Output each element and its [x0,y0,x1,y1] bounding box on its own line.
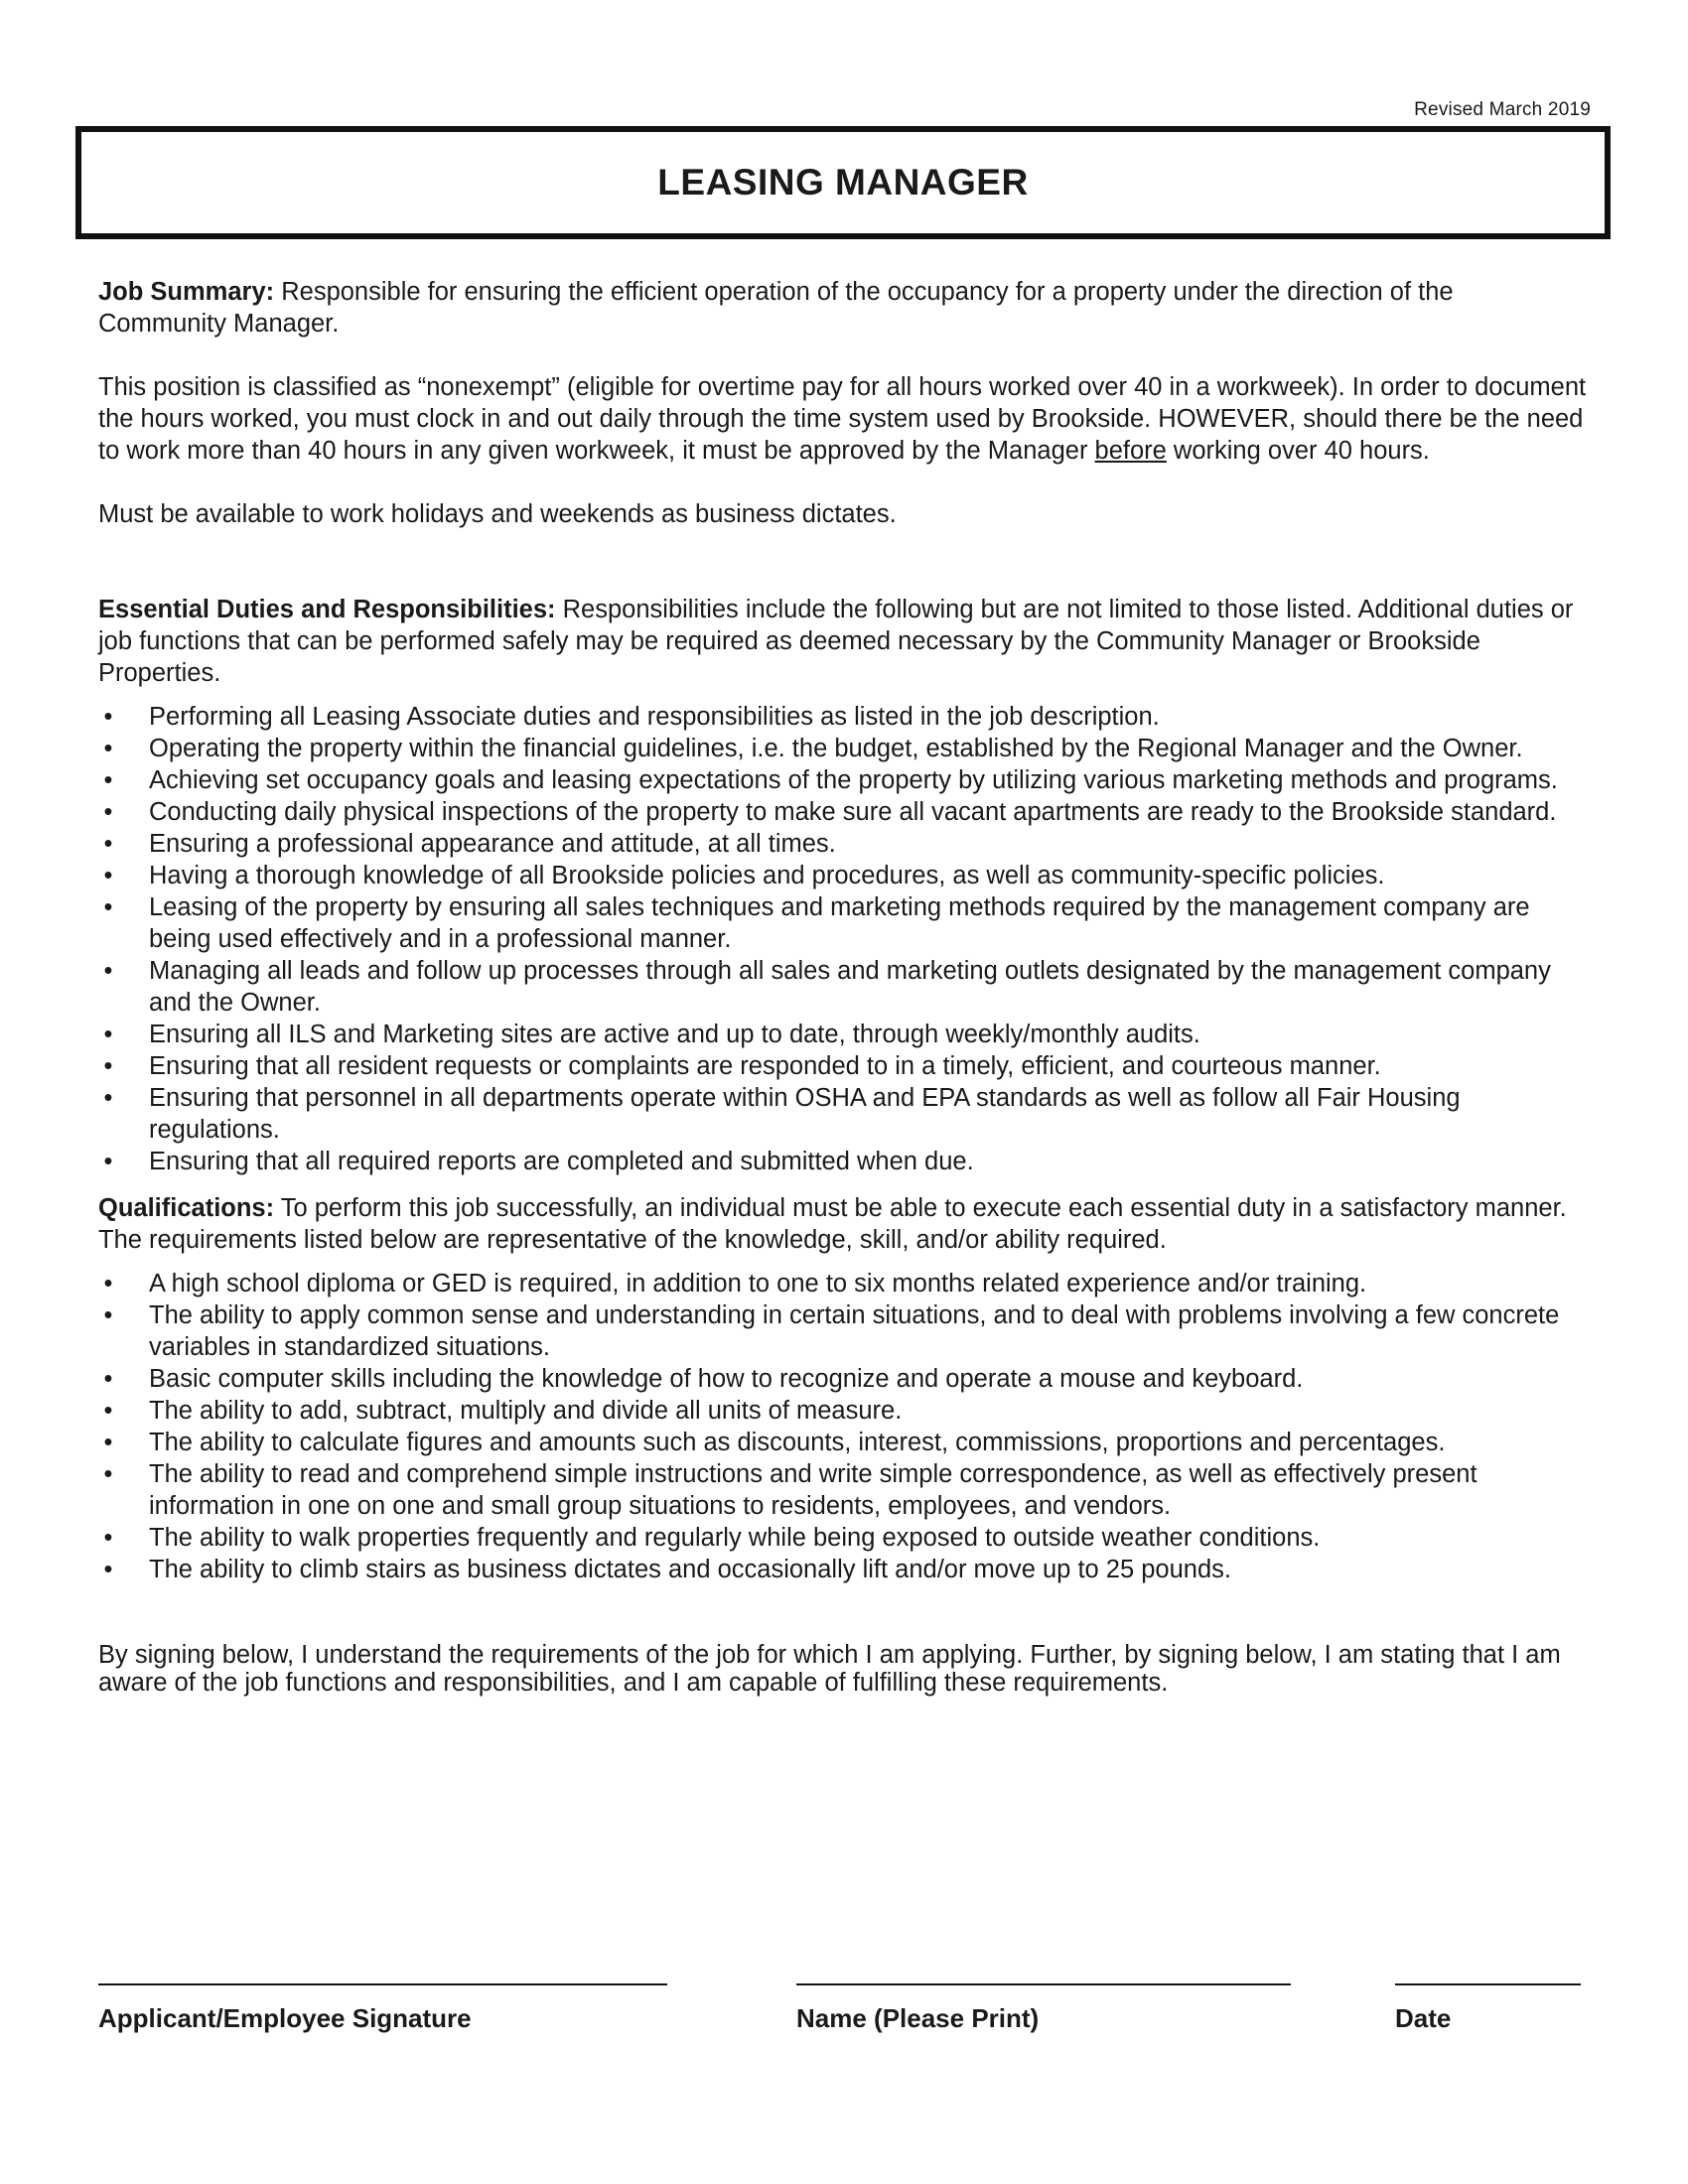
date-line[interactable] [1395,1983,1581,1985]
signature-area [98,1983,1588,2063]
list-item [98,796,1588,828]
list-item [98,1050,1588,1082]
bullet-icon: • [103,1397,113,1425]
list-item-text: Achieving set occupancy goals and leasing expectations of the property by utilizing various marketing methods and programs. [149,766,1558,794]
revised-date: Revised March 2019 [1414,99,1591,120]
qualifications-label: Qualifications: [98,1194,275,1222]
list-item-text: Performing all Leasing Associate duties and responsibilities as listed in the job description. [149,703,1160,731]
duties-text: Responsibilities include the following but are not limited to those listed. Additional duties or job functions that can be performed safely may be required as deemed necessary by the Community Manager or Brookside Properties. [98,596,1574,687]
list-item-text: Ensuring that all required reports are completed and submitted when due. [149,1148,974,1175]
list-item [98,828,1588,860]
bullet-icon: • [103,1460,113,1488]
bullet-icon: • [103,735,113,762]
bullet-icon: • [103,1084,113,1112]
list-item [98,1554,1588,1585]
list-item-text: The ability to climb stairs as business dictates and occasionally lift and/or move up to 25 pounds. [149,1556,1231,1583]
list-item [98,1522,1588,1554]
bullet-icon: • [103,1365,113,1393]
list-item-text: Conducting daily physical inspections of the property to make sure all vacant apartments are ready to the Brookside standard. [149,798,1557,826]
date-label: Date [1395,2003,1452,2033]
name-label: Name (Please Print) [796,2003,1040,2033]
bullet-icon: • [103,1556,113,1583]
list-item [98,1146,1588,1177]
job-summary-text: Responsible for ensuring the efficient operation of the occupancy for a property under the direction of the Community Manager. [98,278,1454,338]
list-item-text: The ability to calculate figures and amounts such as discounts, interest, commissions, proportions and percentages. [149,1429,1446,1456]
name-line[interactable] [796,1983,1291,1985]
signature-line[interactable] [98,1983,667,1985]
list-item [98,764,1588,796]
duties-intro [98,594,1588,689]
list-item-text: The ability to add, subtract, multiply and divide all units of measure. [149,1397,903,1425]
qualifications-text: To perform this job successfully, an individual must be able to execute each essential duty in a satisfactory manner. The requirements listed below are representative of the knowledge, skill, and/or ability required. [98,1194,1567,1254]
list-item [98,1363,1588,1395]
signature-label: Applicant/Employee Signature [98,2003,472,2033]
list-item [98,1395,1588,1427]
document-body [98,276,1588,1697]
list-item-text: Having a thorough knowledge of all Brookside policies and procedures, as well as community-specific policies. [149,862,1385,889]
list-item [98,1299,1588,1363]
bullet-icon: • [103,1270,113,1297]
classification-text: This position is classified as “nonexempt” (eligible for overtime pay for all hours worked over 40 in a workweek). In order to document the hours worked, you must clock in and out daily through the time system used by Brookside. HOWEVER, should there be the need to work more than 40 hours in any given workweek, it must be approved by the Manager [98,373,1587,465]
classification-paragraph [98,371,1588,467]
classification-text-end: working over 40 hours. [1166,437,1430,465]
list-item [98,1427,1588,1458]
bullet-icon: • [103,830,113,858]
list-item-text: Ensuring that personnel in all departments operate within OSHA and EPA standards as well as follow all Fair Housing regulations. [149,1084,1461,1144]
bullet-icon: • [103,893,113,921]
job-summary [98,276,1588,340]
list-item-text: A high school diploma or GED is required, in addition to one to six months related experience and/or training. [149,1270,1367,1297]
list-item-text: Managing all leads and follow up processes through all sales and marketing outlets designated by the management company and the Owner. [149,957,1551,1017]
bullet-icon: • [103,957,113,985]
bullet-icon: • [103,766,113,794]
bullet-icon: • [103,1301,113,1329]
list-item-text: Ensuring all ILS and Marketing sites are active and up to date, through weekly/monthly audits. [149,1021,1200,1048]
availability-paragraph: Must be available to work holidays and weekends as business dictates. [98,500,897,528]
title-box [75,126,1611,239]
list-item-text: The ability to walk properties frequently and regularly while being exposed to outside weather conditions. [149,1524,1321,1552]
list-item-text: The ability to apply common sense and understanding in certain situations, and to deal with problems involving a few concrete variables in standardized situations. [149,1301,1560,1361]
list-item [98,1268,1588,1299]
page-title: LEASING MANAGER [657,162,1029,203]
acknowledgement-paragraph: By signing below, I understand the requirements of the job for which I am applying. Further, by signing below, I am stating that I am aware of the job functions and responsibilities, and I am capable of fulfilling these requirements. [98,1641,1561,1697]
bullet-icon: • [103,1052,113,1080]
job-summary-label: Job Summary: [98,278,275,306]
list-item-text: Operating the property within the financial guidelines, i.e. the budget, established by the Regional Manager and the Owner. [149,735,1523,762]
bullet-icon: • [103,1524,113,1552]
list-item [98,701,1588,733]
list-item [98,1019,1588,1050]
list-item-text: Leasing of the property by ensuring all sales techniques and marketing methods required by the management company are being used effectively and in a professional manner. [149,893,1530,953]
qualifications-intro [98,1192,1588,1256]
duties-label: Essential Duties and Responsibilities: [98,596,556,623]
list-item-text: Ensuring a professional appearance and attitude, at all times. [149,830,836,858]
list-item [98,891,1588,955]
bullet-icon: • [103,862,113,889]
classification-underlined: before [1094,437,1167,465]
bullet-icon: • [103,1021,113,1048]
list-item [98,733,1588,764]
list-item [98,1458,1588,1522]
qualifications-list [98,1268,1588,1585]
list-item [98,1082,1588,1146]
list-item-text: The ability to read and comprehend simple instructions and write simple correspondence, as well as effectively present information in one on one and small group situations to residents, employees, and vendors. [149,1460,1477,1520]
list-item [98,860,1588,891]
bullet-icon: • [103,798,113,826]
list-item [98,955,1588,1019]
bullet-icon: • [103,1429,113,1456]
bullet-icon: • [103,703,113,731]
list-item-text: Basic computer skills including the knowledge of how to recognize and operate a mouse and keyboard. [149,1365,1304,1393]
bullet-icon: • [103,1148,113,1175]
list-item-text: Ensuring that all resident requests or complaints are responded to in a timely, efficient, and courteous manner. [149,1052,1381,1080]
duties-list [98,701,1588,1177]
